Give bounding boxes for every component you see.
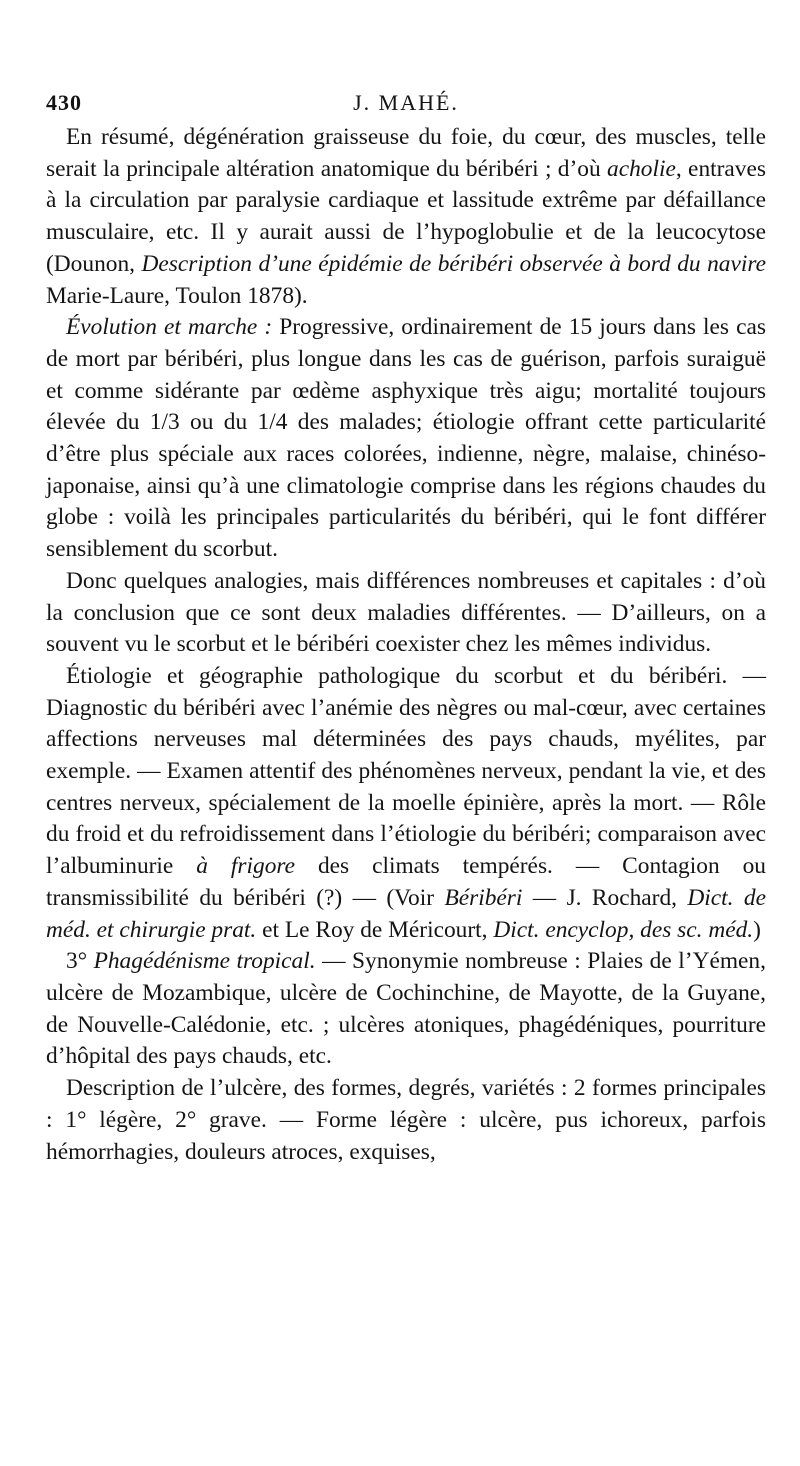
- text-segment: — Synonymie nombreuse : Plaies de l’Yémen, ulcère de Mozambique, ulcère de Cochinchine, de Mayotte, de la Guyane, de Nouvelle-Calédonie, etc. ; ulcères atoniques, phagédéniques, pourriture d’hôpital des pays chauds, etc.: [46, 948, 766, 1070]
- paragraph-etiology: [46, 661, 766, 946]
- paragraph-ulcer-description: [46, 1073, 766, 1168]
- text-segment: Donc quelques analogies, mais différences nombreuses et capitales : d’où la conclusion que ce sont deux maladies différentes. — D’ailleurs, on a souvent vu le scorbut et le béribéri coexister chez les mêmes individus.: [46, 567, 766, 658]
- paragraph-phagedenism: [46, 946, 766, 1073]
- paragraph-conclusion: [46, 566, 766, 661]
- italic-text-segment: Description d’une épidémie de béribéri observée à bord du navire: [141, 250, 766, 277]
- italic-text-segment: à frigore: [196, 853, 296, 880]
- text-segment: Description de l’ulcère, des formes, degrés, variétés : 2 formes principales : 1° légère, 2° grave. — Forme légère : ulcère, pus ichoreux, parfois hémorrhagies, douleurs atroces, exquises,: [46, 1075, 766, 1165]
- text-segment: Étiologie et géographie pathologique du scorbut et du béribéri. — Diagnostic du béribéri avec l’anémie des nègres ou mal-cœur, avec certaines affections nerveuses mal déterminées des pays chauds, myélites, par exemple. — Examen attentif des phénomènes nerveux, pendant la vie, et des centres nerveux, spécialement de la moelle épinière, après la mort. — Rôle du froid et du refroidissement dans l’étiologie du béribéri; comparaison avec l’albuminurie: [46, 662, 766, 880]
- text-segment: En résumé, dégénération graisseuse du foie, du cœur, des muscles, telle serait la principale altération anatomique du béribéri ; d’où: [46, 124, 766, 182]
- text-segment: Marie-Laure, Toulon 1878).: [46, 282, 308, 309]
- running-title: J. MAHÉ.: [353, 90, 459, 115]
- paragraph-evolution: [46, 312, 766, 566]
- text-segment: , entraves à la circulation par paralysie cardiaque et lassitude extrême par défaillance musculaire, etc. Il y aurait aussi de l’hypoglobulie et de la leucocytose (Dounon,: [46, 155, 766, 277]
- text-segment: Progressive, ordinairement de 15 jours dans les cas de mort par béribéri, plus longue dans les cas de guérison, parfois suraiguë et comme sidérante par œdème asphyxique très aigu; mortalité toujours élevée du 1/3 ou du 1/4 des malades; étiologie offrant cette particularité d’être plus spéciale aux races colorées, indienne, nègre, malaise, chinéso-japonaise, ainsi qu’à une climatologie comprise dans les régions chaudes du globe : voilà les principales particularités du béribéri, qui le font différer sensiblement du scorbut.: [46, 314, 766, 563]
- italic-text-segment: Béribéri: [444, 884, 523, 911]
- italic-text-segment: acholie: [607, 155, 676, 182]
- text-segment: 3°: [66, 948, 94, 975]
- running-head: [46, 82, 766, 122]
- paragraph-summary: [46, 122, 766, 312]
- text-segment: — J. Rochard,: [522, 884, 688, 911]
- italic-text-segment: Évolution et marche :: [66, 314, 273, 341]
- italic-text-segment: Dict. de méd. et chirurgie prat.: [46, 884, 766, 943]
- text-segment: et Le Roy de Méricourt,: [256, 916, 494, 943]
- book-page: [46, 82, 766, 1168]
- text-segment: ): [753, 916, 761, 943]
- text-segment: des climats tempérés. — Contagion ou transmissibilité du béribéri (?) — (Voir: [46, 853, 766, 911]
- page-number: 430: [46, 90, 82, 115]
- italic-text-segment: Dict. encyclop, des sc. méd.: [493, 916, 754, 943]
- body-text: [46, 122, 766, 1168]
- italic-text-segment: Phagédénisme tropical.: [93, 948, 316, 975]
